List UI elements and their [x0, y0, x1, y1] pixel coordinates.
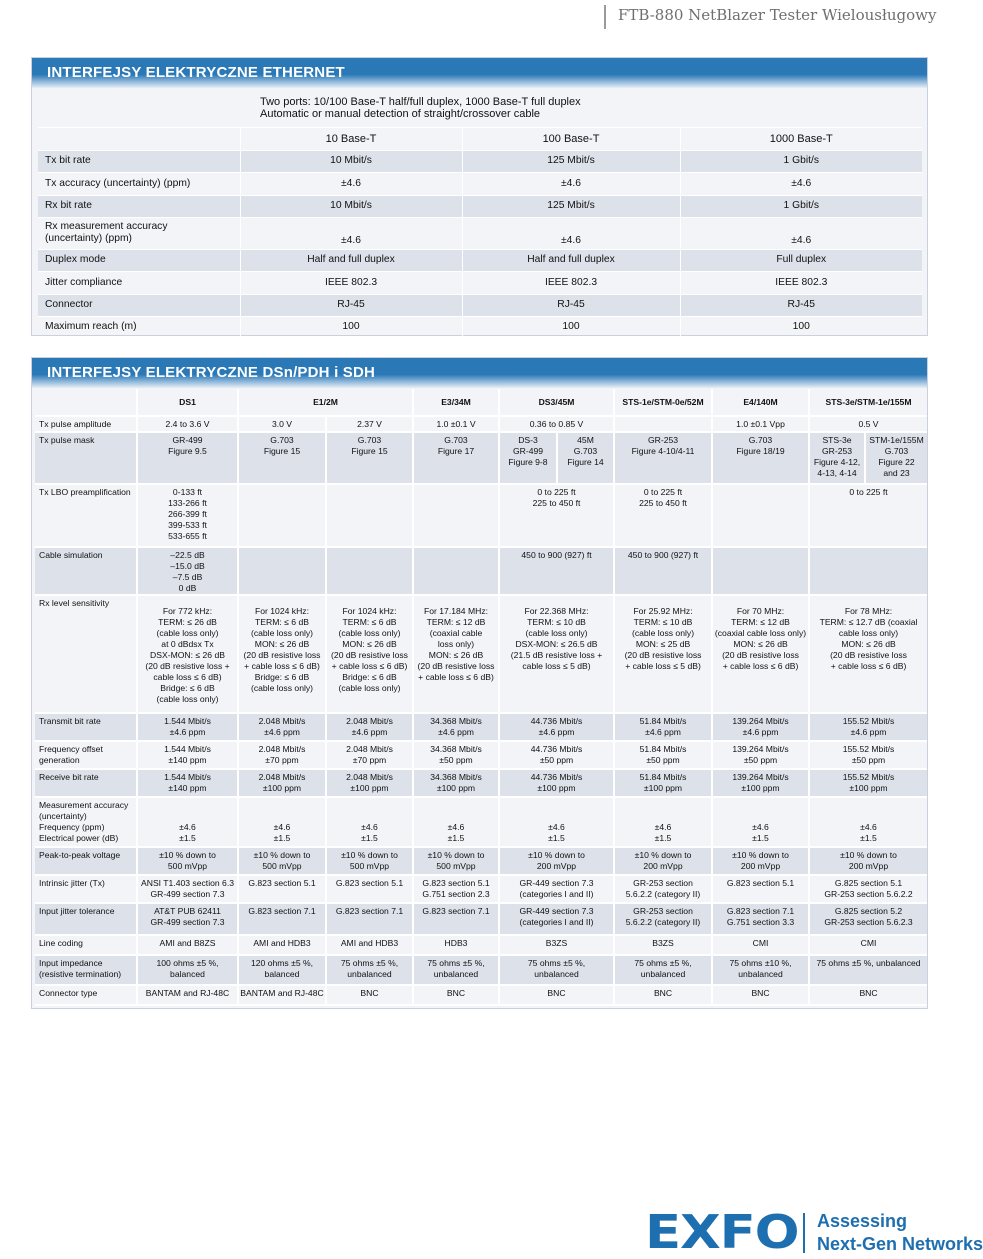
row-label: Tx pulse mask	[35, 432, 137, 484]
table-cell: ±4.6 ±1.5	[238, 797, 326, 847]
table-row	[35, 547, 927, 595]
dsn-col-header: STS-1e/STM-0e/52M	[614, 389, 712, 416]
table-cell: BANTAM and RJ-48C	[238, 985, 326, 1005]
table-cell: 100	[240, 316, 462, 338]
table-row	[35, 797, 927, 847]
table-cell: 0 to 225 ft 225 to 450 ft	[499, 484, 614, 547]
table-cell: ±4.6	[680, 217, 922, 249]
table-cell: ±4.6	[462, 172, 680, 195]
table-cell: 0-133 ft 133-266 ft 266-399 ft 399-533 ft 533-655 ft	[137, 484, 238, 547]
logo-tagline-line1: Assessing	[817, 1211, 908, 1231]
table-cell: BNC	[809, 985, 927, 1005]
table-cell: 1.544 Mbit/s ±140 ppm	[137, 769, 238, 797]
row-label: Rx measurement accuracy (uncertainty) (ppm)	[45, 221, 168, 244]
row-label: Tx bit rate	[38, 150, 240, 172]
table-cell: 1.0 ±0.1 V	[413, 416, 499, 432]
table-cell: CMI	[809, 935, 927, 955]
row-label: Duplex mode	[38, 249, 240, 271]
table-cell: 0.36 to 0.85 V	[499, 416, 614, 432]
table-cell: For 70 MHz: TERM: ≤ 12 dB (coaxial cable loss only) MON: ≤ 26 dB (20 dB resistive loss + cable loss ≤ 6 dB)	[712, 595, 809, 713]
row-label: Rx bit rate	[38, 195, 240, 217]
table-cell: G.823 section 7.1 G.751 section 3.3	[712, 903, 809, 935]
table-cell: 75 ohms ±10 %, unbalanced	[712, 955, 809, 985]
table-cell: G.823 section 5.1	[326, 875, 413, 903]
table-cell: ANSI T1.403 section 6.3 GR-499 section 7.3	[137, 875, 238, 903]
table-row	[38, 271, 922, 294]
table-cell: 0.5 V	[809, 416, 927, 432]
table-row	[38, 294, 922, 316]
table-cell: 75 ohms ±5 %, unbalanced	[614, 955, 712, 985]
ethernet-intro-detection: Automatic or manual detection of straight/crossover cable	[260, 107, 541, 120]
table-cell: 2.048 Mbit/s ±100 ppm	[238, 769, 326, 797]
table-cell: For 78 MHz: TERM: ≤ 12.7 dB (coaxial cable loss only) MON: ≤ 26 dB (20 dB resistive loss + cable loss ≤ 6 dB)	[809, 595, 927, 713]
table-cell: RJ-45	[240, 294, 462, 316]
row-label: Transmit bit rate	[35, 713, 137, 741]
table-cell: IEEE 802.3	[462, 271, 680, 294]
ethernet-intro-ports: Two ports: 10/100 Base-T half/full duplex, 1000 Base-T full duplex	[260, 95, 581, 108]
dsn-panel-header	[32, 358, 927, 388]
document-title: FTB-880 NetBlazer Tester Wielousługowy	[618, 6, 937, 24]
table-row	[35, 955, 927, 985]
table-cell: G.703 Figure 18/19	[712, 432, 809, 484]
table-cell: BNC	[614, 985, 712, 1005]
table-cell: AMI and HDB3	[326, 935, 413, 955]
row-label: Peak-to-peak voltage	[35, 847, 137, 875]
table-cell: For 22.368 MHz: TERM: ≤ 10 dB (cable loss only) DSX-MON: ≤ 26.5 dB (21.5 dB resistive loss + cable loss ≤ 5 dB)	[499, 595, 614, 713]
table-cell: 34.368 Mbit/s ±4.6 ppm	[413, 713, 499, 741]
dsn-col-header: DS3/45M	[499, 389, 614, 416]
table-cell: 100	[462, 316, 680, 338]
table-cell: CMI	[712, 935, 809, 955]
dsn-col-header: E1/2M	[238, 389, 413, 416]
row-label: Input impedance (resistive termination)	[35, 955, 137, 985]
table-cell: 125 Mbit/s	[462, 150, 680, 172]
row-label: Maximum reach (m)	[38, 316, 240, 338]
row-label: Jitter compliance	[38, 271, 240, 294]
table-row	[35, 416, 927, 432]
table-cell: G.823 section 7.1	[413, 903, 499, 935]
table-cell: ±4.6	[240, 172, 462, 195]
table-cell: 120 ohms ±5 %, balanced	[238, 955, 326, 985]
table-cell: ±4.6 ±1.5	[809, 797, 927, 847]
table-cell: RJ-45	[680, 294, 922, 316]
table-cell: Half and full duplex	[240, 249, 462, 271]
table-cell: 139.264 Mbit/s ±4.6 ppm	[712, 713, 809, 741]
row-label: Cable simulation	[35, 547, 137, 595]
logo-tagline-line2: Next-Gen Networks	[817, 1234, 983, 1254]
table-cell: G.823 section 5.1	[238, 875, 326, 903]
table-row	[35, 595, 927, 713]
table-cell: 3.0 V	[238, 416, 326, 432]
ethernet-col-header: 10 Base-T	[240, 127, 462, 150]
table-cell: For 17.184 MHz: TERM: ≤ 12 dB (coaxial cable loss only) MON: ≤ 26 dB (20 dB resistive loss + cable loss ≤ 6 dB)	[413, 595, 499, 713]
table-cell: 155.52 Mbit/s ±4.6 ppm	[809, 713, 927, 741]
dsn-spec-table	[35, 389, 927, 1006]
table-cell: 450 to 900 (927) ft	[614, 547, 712, 595]
table-cell: G.823 section 5.1 G.751 section 2.3	[413, 875, 499, 903]
table-cell: 75 ohms ±5 %, unbalanced	[413, 955, 499, 985]
table-cell: 1.544 Mbit/s ±4.6 ppm	[137, 713, 238, 741]
table-cell: ±4.6 ±1.5	[137, 797, 238, 847]
table-cell: GR-253 section 5.6.2.2 (category II)	[614, 903, 712, 935]
table-cell: ±10 % down to 500 mVpp	[137, 847, 238, 875]
table-cell: 1.0 ±0.1 Vpp	[712, 416, 809, 432]
table-cell: For 772 kHz: TERM: ≤ 26 dB (cable loss only) at 0 dBdsx Tx DSX-MON: ≤ 26 dB (20 dB resistive loss + cable loss ≤ 6 dB) Bridge: ≤ 6 dB (cable loss only)	[137, 595, 238, 713]
row-label: Receive bit rate	[35, 769, 137, 797]
dsn-col-header: STS-3e/STM-1e/155M	[809, 389, 927, 416]
table-cell: Full duplex	[680, 249, 922, 271]
table-cell: ±10 % down to 200 mVpp	[614, 847, 712, 875]
table-cell: 125 Mbit/s	[462, 195, 680, 217]
row-label: Tx accuracy (uncertainty) (ppm)	[38, 172, 240, 195]
header-divider	[604, 5, 606, 29]
table-row	[35, 432, 927, 484]
ethernet-panel-title: INTERFEJSY ELEKTRYCZNE ETHERNET	[47, 64, 345, 81]
table-cell: ±4.6 ±1.5	[614, 797, 712, 847]
table-cell: 100 ohms ±5 %, balanced	[137, 955, 238, 985]
table-cell: STS-3e GR-253 Figure 4-12, 4-13, 4-14	[809, 432, 865, 484]
table-cell: ±4.6 ±1.5	[712, 797, 809, 847]
dsn-panel-title: INTERFEJSY ELEKTRYCZNE DSn/PDH i SDH	[47, 364, 376, 381]
table-cell: GR-253 section 5.6.2.2 (category II)	[614, 875, 712, 903]
row-label: Line coding	[35, 935, 137, 955]
table-cell: 51.84 Mbit/s ±100 ppm	[614, 769, 712, 797]
row-label: Connector type	[35, 985, 137, 1005]
table-cell: For 25.92 MHz: TERM: ≤ 10 dB (cable loss only) MON: ≤ 25 dB (20 dB resistive loss + cable loss ≤ 5 dB)	[614, 595, 712, 713]
table-cell: 2.048 Mbit/s ±70 ppm	[326, 741, 413, 769]
table-cell: 75 ohms ±5 %, unbalanced	[809, 955, 927, 985]
table-cell: 2.37 V	[326, 416, 413, 432]
table-cell: –22.5 dB –15.0 dB –7.5 dB 0 dB	[137, 547, 238, 595]
table-cell: G.825 section 5.2 GR-253 section 5.6.2.3	[809, 903, 927, 935]
table-cell: GR-253 Figure 4-10/4-11	[614, 432, 712, 484]
row-label: Intrinsic jitter (Tx)	[35, 875, 137, 903]
table-cell: ±4.6 ±1.5	[326, 797, 413, 847]
exfo-logo	[645, 1205, 983, 1259]
ethernet-intro	[240, 89, 922, 127]
table-cell: G.703 Figure 17	[413, 432, 499, 484]
table-cell: 44.736 Mbit/s ±4.6 ppm	[499, 713, 614, 741]
table-cell: HDB3	[413, 935, 499, 955]
table-cell: 2.048 Mbit/s ±100 ppm	[326, 769, 413, 797]
table-cell: 0 to 225 ft 225 to 450 ft	[614, 484, 712, 547]
table-cell: ±4.6 ±1.5	[413, 797, 499, 847]
table-cell: BNC	[499, 985, 614, 1005]
table-cell: 139.264 Mbit/s ±100 ppm	[712, 769, 809, 797]
table-row	[35, 903, 927, 935]
table-row	[35, 935, 927, 955]
table-row	[38, 195, 922, 217]
table-cell: 1.544 Mbit/s ±140 ppm	[137, 741, 238, 769]
table-cell: For 1024 kHz: TERM: ≤ 6 dB (cable loss only) MON: ≤ 26 dB (20 dB resistive loss + cable loss ≤ 6 dB) Bridge: ≤ 6 dB (cable loss only)	[326, 595, 413, 713]
table-cell: 34.368 Mbit/s ±100 ppm	[413, 769, 499, 797]
table-cell: ±10 % down to 500 mVpp	[326, 847, 413, 875]
table-cell: ±4.6	[680, 172, 922, 195]
table-cell: GR-449 section 7.3 (categories I and II)	[499, 903, 614, 935]
table-cell: 2.048 Mbit/s ±4.6 ppm	[326, 713, 413, 741]
table-cell: DS-3 GR-499 Figure 9-8	[499, 432, 557, 484]
table-row	[38, 217, 922, 249]
row-label: Input jitter tolerance	[35, 903, 137, 935]
ethernet-col-header: 1000 Base-T	[680, 127, 922, 150]
table-cell: AT&T PUB 62411 GR-499 section 7.3	[137, 903, 238, 935]
table-cell: 44.736 Mbit/s ±50 ppm	[499, 741, 614, 769]
table-cell: ±10 % down to 200 mVpp	[809, 847, 927, 875]
table-cell: IEEE 802.3	[680, 271, 922, 294]
dsn-col-header: E3/34M	[413, 389, 499, 416]
table-cell: 51.84 Mbit/s ±50 ppm	[614, 741, 712, 769]
table-cell: BNC	[712, 985, 809, 1005]
table-cell: 2.048 Mbit/s ±4.6 ppm	[238, 713, 326, 741]
table-cell: G.703 Figure 15	[238, 432, 326, 484]
table-cell: ±10 % down to 500 mVpp	[238, 847, 326, 875]
table-cell: 2.4 to 3.6 V	[137, 416, 238, 432]
table-cell: 34.368 Mbit/s ±50 ppm	[413, 741, 499, 769]
table-cell: GR-449 section 7.3 (categories I and II)	[499, 875, 614, 903]
table-cell: B3ZS	[614, 935, 712, 955]
table-cell: 51.84 Mbit/s ±4.6 ppm	[614, 713, 712, 741]
table-cell: AMI and B8ZS	[137, 935, 238, 955]
table-cell: B3ZS	[499, 935, 614, 955]
table-row	[38, 249, 922, 271]
table-cell: ±4.6	[462, 217, 680, 249]
table-cell: 1 Gbit/s	[680, 195, 922, 217]
table-row	[35, 713, 927, 741]
table-cell: 75 ohms ±5 %, unbalanced	[326, 955, 413, 985]
table-cell: BNC	[413, 985, 499, 1005]
dsn-col-header: E4/140M	[712, 389, 809, 416]
table-cell: 44.736 Mbit/s ±100 ppm	[499, 769, 614, 797]
row-label: Frequency offset generation	[35, 741, 137, 769]
table-cell: 75 ohms ±5 %, unbalanced	[499, 955, 614, 985]
table-cell: G.823 section 5.1	[712, 875, 809, 903]
table-cell: AMI and HDB3	[238, 935, 326, 955]
table-row	[38, 150, 922, 172]
ethernet-spec-table	[38, 89, 922, 339]
exfo-wordmark: EXFO	[645, 1205, 799, 1259]
dsn-col-header: DS1	[137, 389, 238, 416]
ethernet-panel	[31, 57, 928, 336]
table-cell: G.703 Figure 15	[326, 432, 413, 484]
document-header	[604, 0, 960, 34]
ethernet-col-header: 100 Base-T	[462, 127, 680, 150]
table-row	[38, 316, 922, 338]
row-label: Rx level sensitivity	[35, 595, 137, 713]
table-cell: ±10 % down to 500 mVpp	[413, 847, 499, 875]
table-cell: 1 Gbit/s	[680, 150, 922, 172]
table-cell: 139.264 Mbit/s ±50 ppm	[712, 741, 809, 769]
logo-divider	[803, 1213, 805, 1253]
row-label: Measurement accuracy (uncertainty) Frequency (ppm) Electrical power (dB)	[35, 797, 137, 847]
table-cell: BNC	[326, 985, 413, 1005]
table-cell: Half and full duplex	[462, 249, 680, 271]
table-cell: 0 to 225 ft	[809, 484, 927, 547]
table-cell: GR-499 Figure 9.5	[137, 432, 238, 484]
row-label: Connector	[38, 294, 240, 316]
table-cell: For 1024 kHz: TERM: ≤ 6 dB (cable loss only) MON: ≤ 26 dB (20 dB resistive loss + cable loss ≤ 6 dB) Bridge: ≤ 6 dB (cable loss only)	[238, 595, 326, 713]
table-cell: 2.048 Mbit/s ±70 ppm	[238, 741, 326, 769]
table-row	[35, 985, 927, 1005]
table-cell: G.825 section 5.1 GR-253 section 5.6.2.2	[809, 875, 927, 903]
table-cell: 450 to 900 (927) ft	[499, 547, 614, 595]
table-cell: BANTAM and RJ-48C	[137, 985, 238, 1005]
table-cell: ±4.6	[240, 217, 462, 249]
row-label: Tx LBO preamplification	[35, 484, 137, 547]
table-row	[35, 847, 927, 875]
table-cell: 155.52 Mbit/s ±100 ppm	[809, 769, 927, 797]
ethernet-panel-header	[32, 58, 927, 88]
table-cell: ±4.6 ±1.5	[499, 797, 614, 847]
table-cell: ±10 % down to 200 mVpp	[712, 847, 809, 875]
table-row	[35, 484, 927, 547]
table-cell	[614, 416, 712, 432]
table-row	[35, 875, 927, 903]
table-cell: 10 Mbit/s	[240, 150, 462, 172]
table-row	[35, 769, 927, 797]
table-cell: 45M G.703 Figure 14	[557, 432, 614, 484]
table-cell: ±10 % down to 200 mVpp	[499, 847, 614, 875]
dsn-pdh-sdh-panel	[31, 357, 928, 1009]
table-cell: 155.52 Mbit/s ±50 ppm	[809, 741, 927, 769]
table-cell: STM-1e/155M G.703 Figure 22 and 23	[865, 432, 927, 484]
table-cell: G.823 section 7.1	[326, 903, 413, 935]
table-cell: RJ-45	[462, 294, 680, 316]
table-cell: 10 Mbit/s	[240, 195, 462, 217]
row-label: Tx pulse amplitude	[35, 416, 137, 432]
table-cell: G.823 section 7.1	[238, 903, 326, 935]
table-row	[38, 172, 922, 195]
table-cell: IEEE 802.3	[240, 271, 462, 294]
table-row	[35, 741, 927, 769]
table-cell: 100	[680, 316, 922, 338]
